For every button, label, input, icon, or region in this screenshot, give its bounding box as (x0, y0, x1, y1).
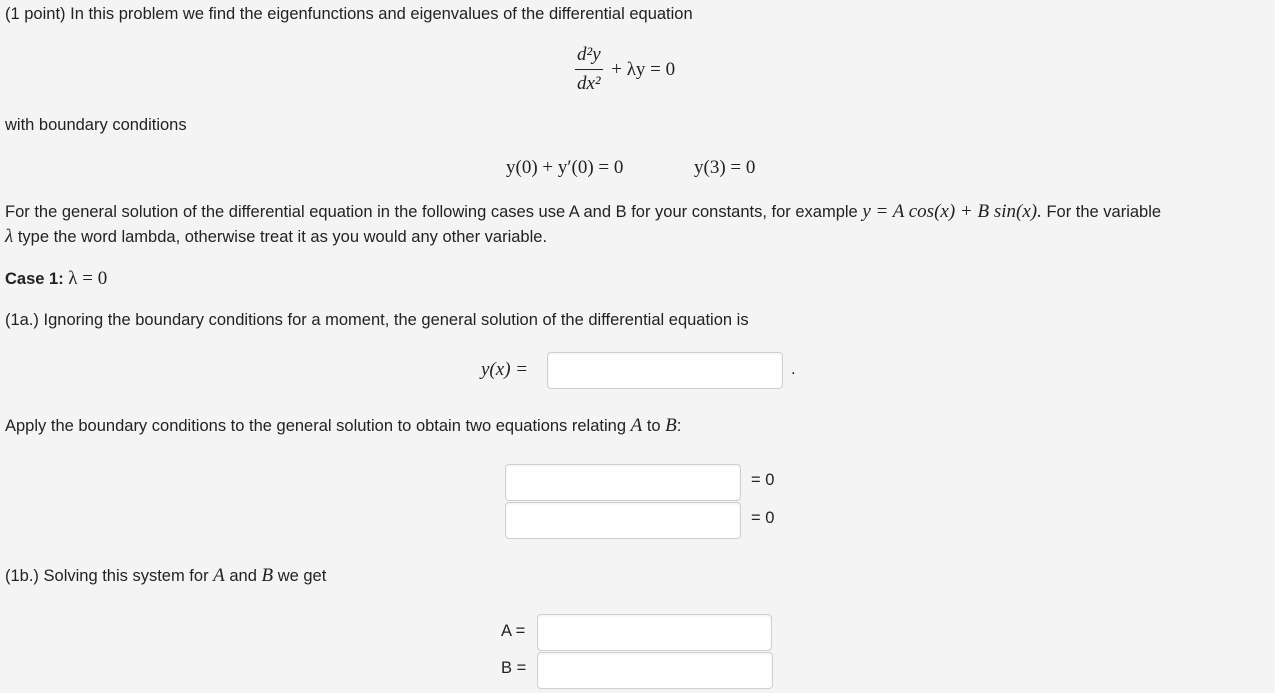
part-1b-text (5, 565, 326, 587)
apply-var-b: B (665, 415, 677, 436)
part-1b-var-b: B (261, 565, 274, 586)
a-value-label: A = (501, 622, 526, 640)
intro-text: In this problem we find the eigenfunctions and eigenvalues of the differential equation (70, 5, 693, 23)
boundary-equation-2-input[interactable] (505, 502, 741, 539)
part-1a-lhs: y(x) = (481, 359, 529, 380)
b-value-label: B = (501, 659, 527, 677)
apply-boundary-text (5, 415, 681, 437)
differential-equation (575, 44, 675, 95)
case-1-label: Case 1: (5, 270, 64, 288)
boundary-equation-1-input[interactable] (505, 464, 741, 501)
instructions-line-2 (5, 226, 547, 248)
case-1-heading (5, 268, 107, 290)
b-value-input[interactable] (537, 652, 773, 689)
case-1-condition: λ = 0 (68, 268, 108, 289)
points-label: (1 point) (5, 5, 66, 23)
part-1a-text: (1a.) Ignoring the boundary conditions for a moment, the general solution of the differential equation is (5, 311, 749, 329)
apply-text: Apply the boundary conditions to the general solution to obtain two equations relating (5, 417, 627, 435)
boundary-condition-left: y(0) + y′(0) = 0 (506, 157, 624, 178)
instructions-text-c: type the word lambda, otherwise treat it as you would any other variable. (17, 228, 548, 246)
part-1b-text-b: we get (277, 567, 327, 585)
boundary-equation-1-suffix: = 0 (751, 471, 775, 489)
fraction-denominator: dx² (577, 73, 601, 94)
part-1a-period: . (791, 360, 796, 378)
instructions-text-a: For the general solution of the differential equation in the following cases use A and B for your constants, for example (5, 203, 858, 221)
apply-colon: : (676, 417, 682, 435)
boundary-intro: with boundary conditions (5, 116, 187, 134)
a-value-input[interactable] (537, 614, 772, 651)
apply-to: to (646, 417, 661, 435)
instructions-text-b: For the variable (1046, 203, 1162, 221)
equation-rest: + λy = 0 (611, 58, 676, 80)
part-1b-text-a: (1b.) Solving this system for (5, 567, 209, 585)
instructions-line-1 (5, 201, 1161, 223)
second-derivative-fraction (575, 44, 603, 95)
fraction-numerator: d²y (575, 44, 603, 70)
lambda-symbol: λ (5, 226, 14, 247)
part-1b-var-a: A (213, 565, 225, 586)
example-solution: y = A cos(x) + B sin(x). (862, 201, 1042, 222)
general-solution-input[interactable] (547, 352, 783, 389)
part-1b-and: and (229, 567, 257, 585)
boundary-condition-right: y(3) = 0 (694, 157, 756, 178)
boundary-equation-2-suffix: = 0 (751, 509, 775, 527)
apply-var-a: A (630, 415, 643, 436)
intro-line (5, 5, 693, 24)
